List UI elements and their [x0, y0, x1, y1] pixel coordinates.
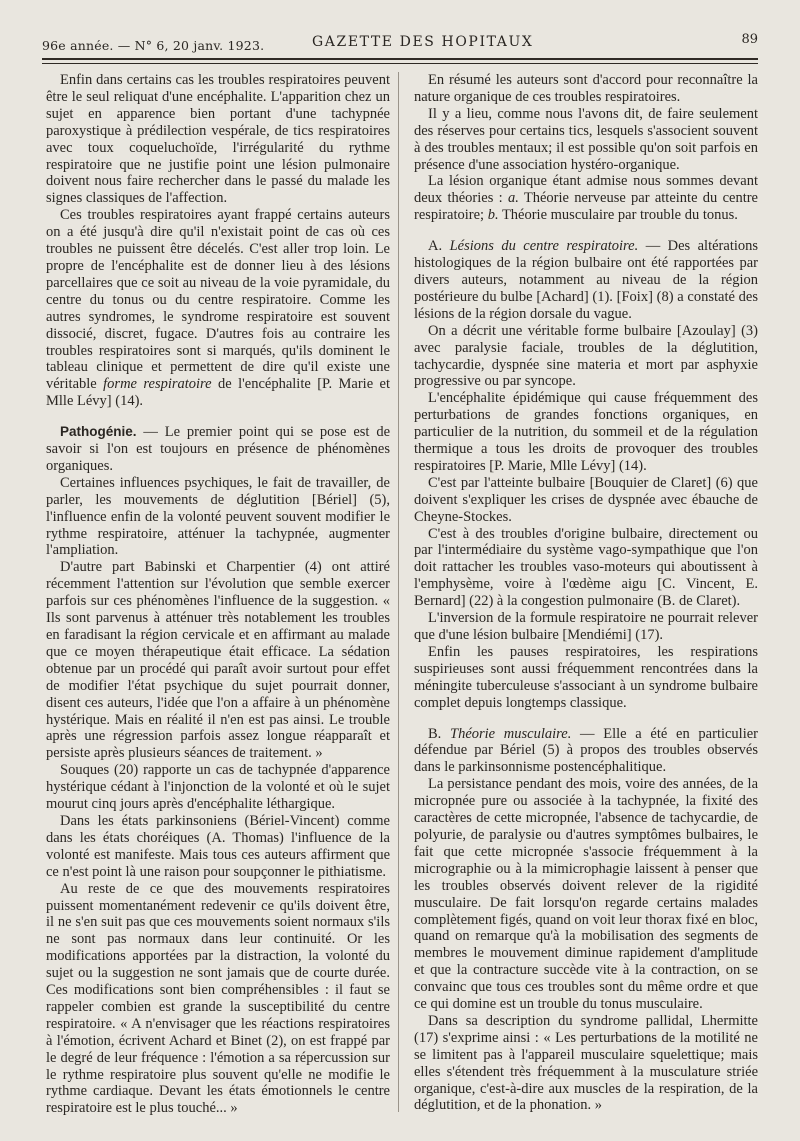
paragraph: [414, 173, 758, 224]
paragraph: Enfin dans certains cas les troubles respiratoires peuvent être le seul reliquat d'une encéphalite. L'apparition chez un sujet en apparence bien portant d'une tachypnée paroxystique à prédilection vespérale, de tics respiratoires avec toux coqueluchoïde, l'irrégularité du rythme respiratoire que ne justifie point une lésion pulmonaire doivent nous faire rechercher dans le passé du malade les signes classiques de l'affection.: [46, 72, 390, 207]
paragraph: C'est par l'atteinte bulbaire [Bouquier de Claret] (6) que doivent s'expliquer les crises de dyspnée avec ébauche de Cheyne-Stockes.: [414, 474, 758, 525]
text-run: Théorie musculaire par trouble du tonus.: [501, 207, 738, 224]
right-column: [414, 72, 758, 1114]
paragraph: On a décrit une véritable forme bulbaire [Azoulay] (3) avec paralysie faciale, troubles de la déglutition, tachycardie, dyspnée sine materia et mort par asphyxie progressive ou par syncope.: [414, 322, 758, 390]
section-title-theorie-musculaire: Théorie musculaire.: [450, 725, 572, 742]
section-title-lesions: Lésions du centre respiratoire.: [449, 238, 639, 255]
italic-term: b.: [487, 207, 499, 224]
italic-term: a.: [507, 190, 519, 207]
left-column: [46, 72, 390, 1117]
paragraph: [46, 424, 390, 475]
issue-info: 96e année. — N° 6, 20 janv. 1923.: [42, 38, 265, 53]
paragraph: Dans sa description du syndrome pallidal, Lhermitte (17) s'exprime ainsi : « Les perturbations de la motilité ne se limitent pas à l'appareil musculaire squelettique; mais elles s'étendent très fréquemment à la musculature striée organique, c'est-à-dire aux muscles de la respiration, de la déglutition, et de la phonation. »: [414, 1012, 758, 1114]
header-rule-thick: [42, 58, 758, 60]
text-run: Ces troubles respiratoires ayant frappé certains auteurs on a été jusqu'à dire qu'il n'existait point de cas où ces troubles ne puissent être décelés. C'est aller trop loin. Le propre de l'encéphalite est de donner lieu à des lésions parcellaires que ce soit au niveau de la voie pyramidale, du centre du tonus ou du centre respiratoire. Comme les autres syndromes, le syndrome respiratoire est souvent dissocié, discret, fugace. D'autres fois au contraire les troubles respiratoires sont si marqués, qu'ils dominent le tableau clinique et permettent de dire qu'il existe une véritable: [46, 207, 390, 393]
paragraph: Au reste de ce que des mouvements respiratoires puissent momentanément redevenir ce qu'ils doivent être, il ne s'en suit pas que ces mouvements soient normaux s'ils ne sont pas normaux dans leur continuité. Or les modifications apportées par la distraction, la volonté du sujet ou la suggestion ne sont jamais que de courte durée. Ces modifications sont bien compréhensibles : il faut se rappeler combien est grande la susceptibilité du centre respiratoire. « A n'envisager que les réactions respiratoires à l'émotion, écrivent Achard et Binet (2), on est frappé par le degré de leur fréquence : l'émotion a sa répercussion sur le rythme respiratoire plus souvent qu'elle ne modifie le rythme cardiaque. Devant les états émotionnels le centre respiratoire est le plus touché... »: [46, 880, 390, 1117]
text-run: — Le premier point qui se pose est de savoir si l'on est toujours en présence de phénomènes organiques.: [46, 424, 390, 474]
text-run: Théorie nerveuse par atteinte du centre respiratoire;: [414, 190, 758, 224]
running-header: [42, 32, 758, 58]
paragraph: [414, 726, 758, 777]
italic-term: forme respiratoire: [103, 376, 212, 393]
paragraph: [414, 238, 758, 323]
journal-title: GAZETTE DES HOPITAUX: [312, 34, 534, 50]
paragraph: D'autre part Babinski et Charpentier (4) ont attiré récemment l'attention sur l'évolution que semble exercer parfois sur ces phénomènes l'influence de la suggestion. « Ils sont parvenus à atténuer très notablement les troubles en faradisant la région cervicale et en affirmant au malade que ce moyen thérapeutique était efficace. La sédation obtenue par un procédé qui paraît avoir surtout pour effet de modifier l'état psychique du sujet pourrait donner, disent ces auteurs, l'idée que l'on a affaire à un phénomène hystérique. Mais en réalité il n'en est pas ainsi. Le trouble après une régression parfois assez longue réapparaît et persiste après plusieurs séances de traitement. »: [46, 559, 390, 762]
paragraph: Enfin les pauses respiratoires, les respirations suspirieuses sont aussi fréquemment rencontrées dans la méningite tuberculeuse s'associant à un syndrome bulbaire complet depuis longtemps classique.: [414, 643, 758, 711]
text-run: La lésion organique étant admise nous sommes devant deux théories :: [414, 173, 758, 207]
section-label-b: B.: [428, 725, 442, 742]
section-label-a: A.: [428, 238, 443, 255]
paragraph: L'encéphalite épidémique qui cause fréquemment des perturbations de grandes fonctions organiques, en particulier de la nutrition, du sommeil et de la régulation thermique a tous les droits de provoquer des troubles respiratoires [P. Marie, Mlle Lévy] (14).: [414, 390, 758, 474]
paragraph: En résumé les auteurs sont d'accord pour reconnaître la nature organique de ces troubles respiratoires.: [414, 72, 758, 105]
paragraph: C'est à des troubles d'origine bulbaire, directement ou par l'intermédiaire du système vago-sympathique que l'on doit rattacher les troubles vaso-moteurs qui aboutissent à l'emphysème, voire à l'œdème aigu [C. Vincent, E. Bernard] (22) à la congestion pulmonaire (B. de Claret).: [414, 525, 758, 610]
paragraph: L'inversion de la formule respiratoire ne pourrait relever que d'une lésion bulbaire [Mendiémi] (17).: [414, 610, 758, 643]
column-divider: [398, 72, 399, 1112]
paragraph: Il y a lieu, comme nous l'avons dit, de faire seulement des réserves pour certains tics, lesquels s'associent souvent à des troubles mentaux; il est possible qu'on soit parfois en présence d'une association hystéro-organique.: [414, 105, 758, 173]
header-rule-thin: [42, 63, 758, 64]
paragraph: Certaines influences psychiques, le fait de travailler, de parler, les mouvements de déglutition [Bériel] (5), l'influence enfin de la volonté peuvent souvent modifier le rythme respiratoire, atténuer la tachypnée, augmenter l'ampliation.: [46, 474, 390, 559]
text-run: — Des altérations histologiques de la région bulbaire ont été rapportées par divers auteurs, notamment au niveau de la région postérieure du bulbe [Achard] (1). [Foix] (8) a constaté des lésions de la région dorsale du vague.: [414, 238, 759, 322]
text-run: de l'encéphalite [P. Marie et Mlle Lévy] (14).: [46, 376, 391, 410]
paragraph: Dans les états parkinsoniens (Bériel-Vincent) comme dans les états choréiques (A. Thomas) l'influence de la volonté est manifeste. Mais tous ces auteurs affirment que ce n'est point là une raison pour soupçonner le pithiatisme.: [46, 812, 390, 880]
paragraph: Souques (20) rapporte un cas de tachypnée d'apparence hystérique cédant à l'injonction de la volonté et où le sujet mourut cinq jours après d'encéphalite léthargique.: [46, 762, 390, 813]
section-title-pathogenie: Pathogénie.: [60, 424, 137, 440]
text-run: — Elle a été en particulier défendue par Bériel (5) à propos des troubles observés dans le parkinsonnisme postencéphalitique.: [414, 725, 759, 776]
paragraph: [46, 207, 390, 410]
paragraph: La persistance pendant des mois, voire des années, de la micropnée pure ou associée à la tachypnée, la fixité des caractères de cette micropnée, l'absence de tachycardie, de polyurie, de paralysie ou d'autres symptômes bulbaires, le fait que cette micropnée s'associe fréquemment à la micrographie ou à la mimicrophagie laissent à penser que les troubles observés doivent relever de la rigidité musculaire. De fait lorsqu'on regarde certains malades complètement figés, quand on voit leur thorax fixé en bloc, quand on remarque qu'à la mobilisation des segments de membres le mouvement diminue rapidement d'amplitude et que la contracture succède vite à la contraction, on se convainc que tous ces troubles sont du même ordre et que ce qui domine est un trouble du tonus musculaire.: [414, 776, 758, 1013]
page-number: 89: [741, 32, 758, 47]
